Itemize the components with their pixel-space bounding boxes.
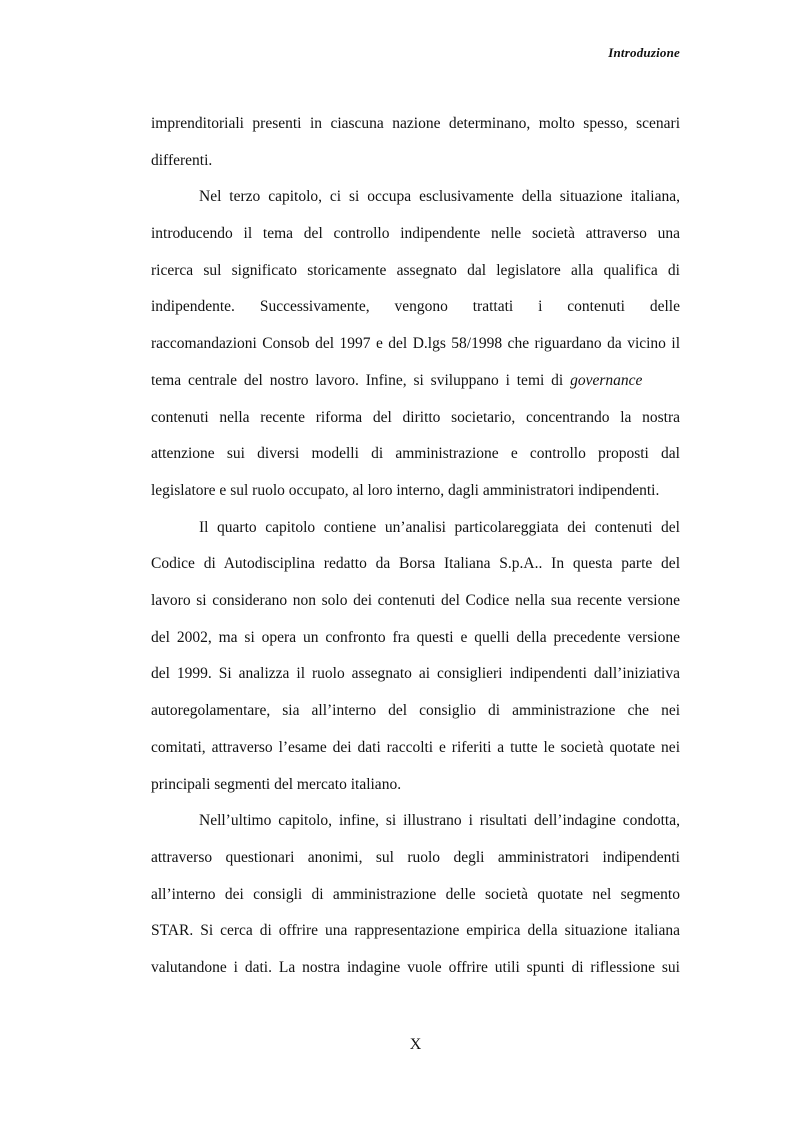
text-line: ricerca sul significato storicamente assegnato dal legislatore alla qualifica di	[151, 262, 680, 279]
paragraph-start-line: Il quarto capitolo contiene un’analisi particolareggiata dei contenuti del	[199, 519, 680, 536]
paragraph-start-line: Nell’ultimo capitolo, infine, si illustrano i risultati dell’indagine condotta,	[199, 812, 680, 829]
text-line: attenzione sui diversi modelli di amministrazione e controllo proposti dal	[151, 445, 680, 462]
text-line: raccomandazioni Consob del 1997 e del D.lgs 58/1998 che riguardano da vicino il	[151, 335, 680, 352]
text-line: del 1999. Si analizza il ruolo assegnato ai consiglieri indipendenti dall’iniziativa	[151, 665, 680, 682]
paragraph-start-line: Nel terzo capitolo, ci si occupa esclusivamente della situazione italiana,	[199, 188, 680, 205]
text-line: contenuti nella recente riforma del diritto societario, concentrando la nostra	[151, 409, 680, 426]
text-line: Codice di Autodisciplina redatto da Borsa Italiana S.p.A.. In questa parte del	[151, 555, 680, 572]
text-line: legislatore e sul ruolo occupato, al loro interno, dagli amministratori indipendenti.	[151, 482, 660, 499]
text-segment: tema centrale del nostro lavoro. Infine, si sviluppano i temi di	[151, 372, 564, 389]
text-line: indipendente. Successivamente, vengono trattati i contenuti delle	[151, 298, 680, 315]
text-line: attraverso questionari anonimi, sul ruolo degli amministratori indipendenti	[151, 849, 680, 866]
text-line: imprenditoriali presenti in ciascuna nazione determinano, molto spesso, scenari	[151, 115, 680, 132]
text-line: all’interno dei consigli di amministrazione delle società quotate nel segmento	[151, 886, 680, 903]
text-line: comitati, attraverso l’esame dei dati raccolti e riferiti a tutte le società quotate nei	[151, 739, 680, 756]
text-line: STAR. Si cerca di offrire una rappresentazione empirica della situazione italiana	[151, 922, 680, 939]
text-line: del 2002, ma si opera un confronto fra questi e quelli della precedente versione	[151, 629, 680, 646]
running-header: Introduzione	[608, 45, 680, 60]
text-line: autoregolamentare, sia all’interno del consiglio di amministrazione che nei	[151, 702, 680, 719]
text-line: differenti.	[151, 152, 213, 169]
text-line: valutandone i dati. La nostra indagine vuole offrire utili spunti di riflessione sui	[151, 959, 680, 976]
page-number: X	[409, 1036, 422, 1053]
emphasized-term: governance	[570, 372, 643, 389]
text-line: lavoro si considerano non solo dei contenuti del Codice nella sua recente versione	[151, 592, 680, 609]
text-line: principali segmenti del mercato italiano.	[151, 776, 402, 793]
text-line	[151, 371, 680, 391]
text-line: introducendo il tema del controllo indipendente nelle società attraverso una	[151, 225, 680, 242]
